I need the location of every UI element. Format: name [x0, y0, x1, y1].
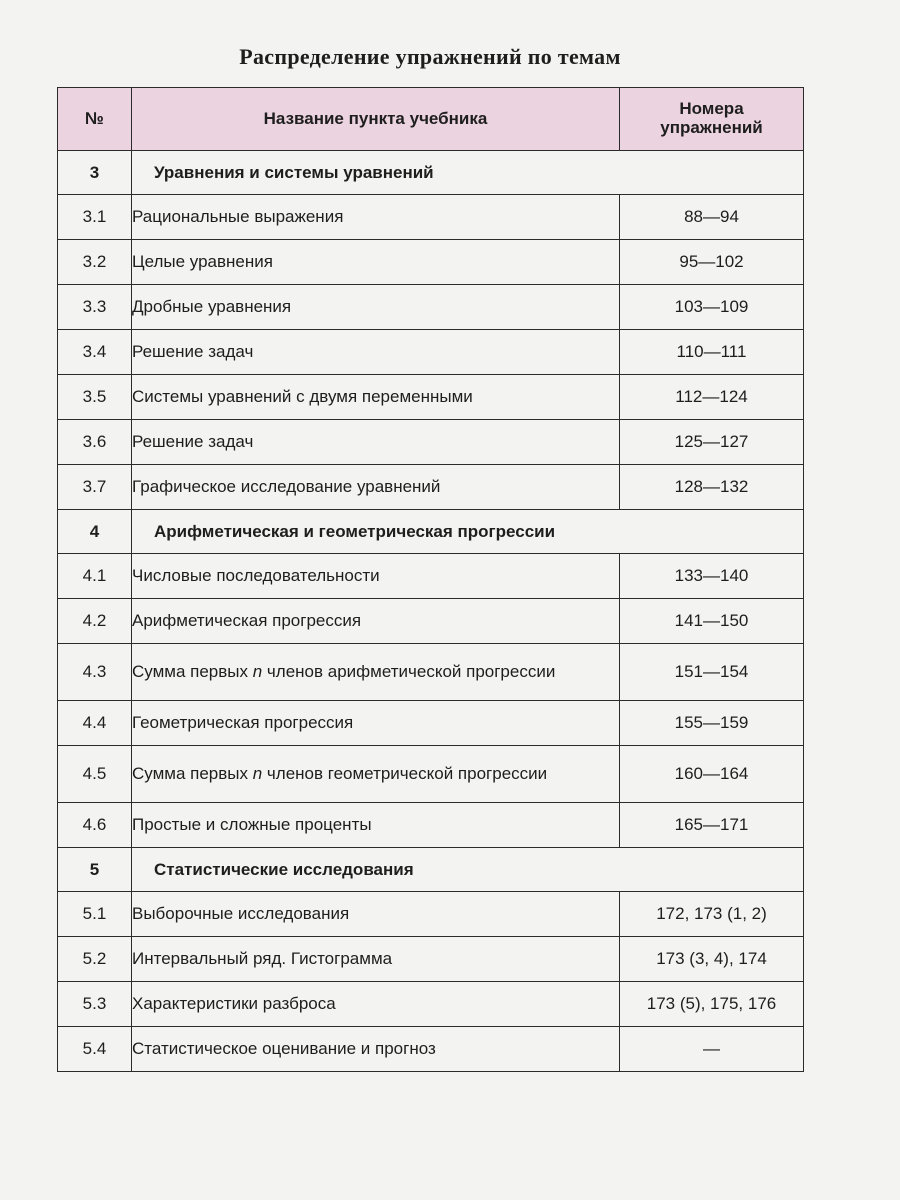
item-name-variable: n: [252, 764, 263, 784]
item-name: Числовые последовательности: [132, 554, 620, 599]
table-row: [58, 1027, 804, 1072]
section-title: Статистические исследования: [132, 848, 804, 892]
item-exercises: 110—111: [620, 330, 804, 375]
table-row: [58, 644, 804, 701]
item-exercises: 165—171: [620, 803, 804, 848]
item-exercises: 128—132: [620, 465, 804, 510]
table-row: [58, 375, 804, 420]
section-row: [58, 848, 804, 892]
item-exercises: 88—94: [620, 195, 804, 240]
item-name-part: Сумма первых: [132, 764, 253, 784]
table-row: [58, 892, 804, 937]
table-row: [58, 803, 804, 848]
section-row: [58, 510, 804, 554]
item-exercises: 155—159: [620, 701, 804, 746]
item-exercises: 173 (3, 4), 174: [620, 937, 804, 982]
table-row: [58, 746, 804, 803]
header-number: №: [58, 88, 132, 151]
item-name-part: членов арифметической прогрессии: [262, 662, 556, 682]
header-exercise-line1: Номера: [679, 99, 744, 119]
item-name: Рациональные выражения: [132, 195, 620, 240]
item-exercises: 151—154: [620, 644, 804, 701]
item-name: Геометрическая прогрессия: [132, 701, 620, 746]
section-row: [58, 151, 804, 195]
item-name: Статистическое оценивание и прогноз: [132, 1027, 620, 1072]
table-row: [58, 701, 804, 746]
section-number: 3: [58, 151, 132, 195]
item-number: 4.1: [58, 554, 132, 599]
item-number: 4.4: [58, 701, 132, 746]
table-row: [58, 554, 804, 599]
table-row: [58, 195, 804, 240]
table-header-row: [58, 88, 804, 151]
item-name: Дробные уравнения: [132, 285, 620, 330]
item-number: 5.2: [58, 937, 132, 982]
header-exercise-numbers: [620, 88, 804, 151]
item-name: Системы уравнений с двумя переменными: [132, 375, 620, 420]
item-name: Целые уравнения: [132, 240, 620, 285]
item-name: Характеристики разброса: [132, 982, 620, 1027]
header-exercise-line2: упражнений: [660, 118, 763, 137]
item-name: [132, 644, 620, 701]
header-section-name: Название пункта учебника: [132, 88, 620, 151]
item-exercises: 173 (5), 175, 176: [620, 982, 804, 1027]
section-number: 5: [58, 848, 132, 892]
item-number: 3.6: [58, 420, 132, 465]
item-number: 5.3: [58, 982, 132, 1027]
item-number: 5.1: [58, 892, 132, 937]
item-number: 4.2: [58, 599, 132, 644]
item-name: Интервальный ряд. Гистограмма: [132, 937, 620, 982]
table-row: [58, 937, 804, 982]
item-name: Выборочные исследования: [132, 892, 620, 937]
table-row: [58, 599, 804, 644]
item-name-variable: n: [252, 662, 263, 682]
item-number: 5.4: [58, 1027, 132, 1072]
table-row: [58, 465, 804, 510]
item-name: [132, 746, 620, 803]
table-row: [58, 285, 804, 330]
item-exercises: 141—150: [620, 599, 804, 644]
item-number: 3.5: [58, 375, 132, 420]
table-row: [58, 420, 804, 465]
item-exercises: 103—109: [620, 285, 804, 330]
item-exercises: 133—140: [620, 554, 804, 599]
item-name: Простые и сложные проценты: [132, 803, 620, 848]
item-number: 3.1: [58, 195, 132, 240]
item-name: Решение задач: [132, 330, 620, 375]
table-row: [58, 982, 804, 1027]
item-name: Арифметическая прогрессия: [132, 599, 620, 644]
section-number: 4: [58, 510, 132, 554]
item-number: 4.3: [58, 644, 132, 701]
section-title: Уравнения и системы уравнений: [132, 151, 804, 195]
page-title: Распределение упражнений по темам: [239, 44, 621, 69]
exercise-distribution-table: [57, 87, 804, 1072]
item-number: 3.3: [58, 285, 132, 330]
table-row: [58, 330, 804, 375]
item-number: 3.7: [58, 465, 132, 510]
item-exercises: 172, 173 (1, 2): [620, 892, 804, 937]
item-exercises: 112—124: [620, 375, 804, 420]
item-name: Графическое исследование уравнений: [132, 465, 620, 510]
item-name: Решение задач: [132, 420, 620, 465]
item-number: 3.4: [58, 330, 132, 375]
item-exercises: 160—164: [620, 746, 804, 803]
item-number: 4.6: [58, 803, 132, 848]
table-row: [58, 240, 804, 285]
item-exercises: —: [620, 1027, 804, 1072]
section-title: Арифметическая и геометрическая прогрессии: [132, 510, 804, 554]
item-exercises: 125—127: [620, 420, 804, 465]
item-name-part: Сумма первых: [132, 662, 253, 682]
item-number: 4.5: [58, 746, 132, 803]
item-exercises: 95—102: [620, 240, 804, 285]
item-name-part: членов геометрической прогрессии: [262, 764, 548, 784]
item-number: 3.2: [58, 240, 132, 285]
